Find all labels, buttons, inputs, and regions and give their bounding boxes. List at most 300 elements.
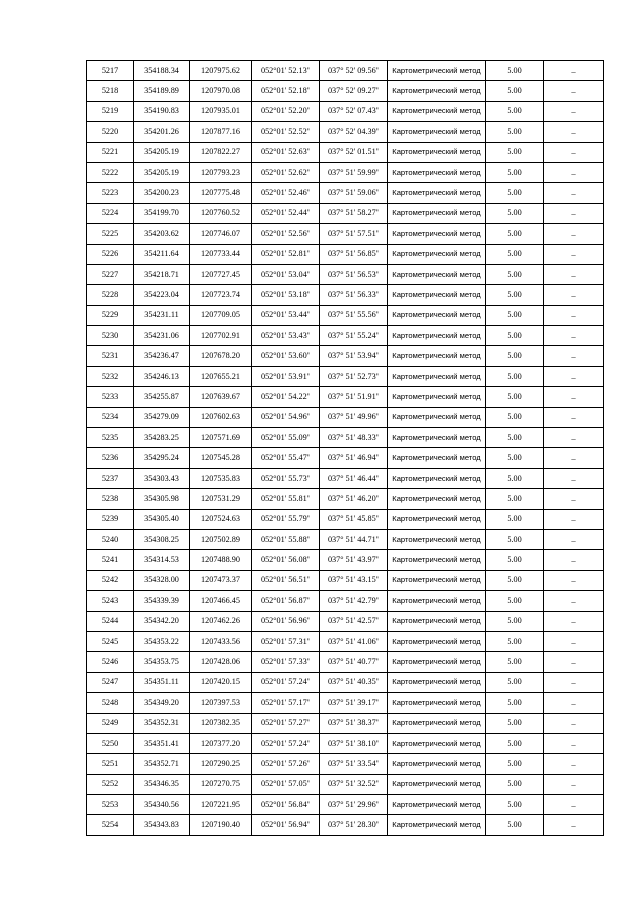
table-row — [87, 101, 604, 121]
cell-note: – — [544, 733, 604, 753]
cell-longitude: 037° 51' 39.17" — [320, 693, 388, 713]
cell-latitude: 052°01' 53.04" — [252, 264, 320, 284]
cell-longitude: 037° 51' 56.85" — [320, 244, 388, 264]
cell-point-number: 5230 — [87, 326, 134, 346]
cell-x-coordinate: 354351.41 — [134, 733, 190, 753]
table-row — [87, 591, 604, 611]
cell-x-coordinate: 354205.19 — [134, 162, 190, 182]
cell-note: – — [544, 611, 604, 631]
cell-latitude: 052°01' 53.60" — [252, 346, 320, 366]
cell-x-coordinate: 354349.20 — [134, 693, 190, 713]
cell-latitude: 052°01' 52.63" — [252, 142, 320, 162]
cell-x-coordinate: 354190.83 — [134, 101, 190, 121]
cell-y-coordinate: 1207793.23 — [190, 162, 252, 182]
table-row — [87, 652, 604, 672]
table-row — [87, 428, 604, 448]
cell-method: Картометрический метод — [388, 815, 486, 835]
cell-point-number: 5228 — [87, 285, 134, 305]
cell-accuracy: 5.00 — [486, 264, 544, 284]
cell-latitude: 052°01' 56.84" — [252, 795, 320, 815]
cell-y-coordinate: 1207822.27 — [190, 142, 252, 162]
cell-method: Картометрический метод — [388, 774, 486, 794]
cell-y-coordinate: 1207290.25 — [190, 754, 252, 774]
cell-longitude: 037° 52' 07.43" — [320, 101, 388, 121]
cell-note: – — [544, 387, 604, 407]
cell-method: Картометрический метод — [388, 366, 486, 386]
cell-x-coordinate: 354200.23 — [134, 183, 190, 203]
cell-y-coordinate: 1207466.45 — [190, 591, 252, 611]
cell-y-coordinate: 1207877.16 — [190, 122, 252, 142]
cell-longitude: 037° 51' 48.33" — [320, 428, 388, 448]
cell-note: – — [544, 591, 604, 611]
cell-x-coordinate: 354279.09 — [134, 407, 190, 427]
cell-accuracy: 5.00 — [486, 815, 544, 835]
cell-x-coordinate: 354255.87 — [134, 387, 190, 407]
cell-latitude: 052°01' 56.08" — [252, 550, 320, 570]
cell-note: – — [544, 448, 604, 468]
cell-point-number: 5254 — [87, 815, 134, 835]
cell-note: – — [544, 631, 604, 651]
cell-method: Картометрический метод — [388, 183, 486, 203]
cell-method: Картометрический метод — [388, 285, 486, 305]
cell-method: Картометрический метод — [388, 795, 486, 815]
table-row — [87, 326, 604, 346]
cell-accuracy: 5.00 — [486, 81, 544, 101]
cell-x-coordinate: 354305.40 — [134, 509, 190, 529]
cell-method: Картометрический метод — [388, 631, 486, 651]
cell-longitude: 037° 51' 49.96" — [320, 407, 388, 427]
cell-point-number: 5248 — [87, 693, 134, 713]
cell-accuracy: 5.00 — [486, 509, 544, 529]
cell-method: Картометрический метод — [388, 326, 486, 346]
cell-note: – — [544, 142, 604, 162]
cell-method: Картометрический метод — [388, 468, 486, 488]
cell-x-coordinate: 354308.25 — [134, 529, 190, 549]
cell-latitude: 052°01' 57.24" — [252, 672, 320, 692]
cell-point-number: 5239 — [87, 509, 134, 529]
cell-longitude: 037° 51' 56.53" — [320, 264, 388, 284]
cell-note: – — [544, 101, 604, 121]
cell-note: – — [544, 693, 604, 713]
cell-latitude: 052°01' 52.62" — [252, 162, 320, 182]
cell-y-coordinate: 1207602.63 — [190, 407, 252, 427]
cell-longitude: 037° 51' 42.79" — [320, 591, 388, 611]
cell-point-number: 5221 — [87, 142, 134, 162]
cell-longitude: 037° 51' 33.54" — [320, 754, 388, 774]
cell-longitude: 037° 51' 28.30" — [320, 815, 388, 835]
cell-y-coordinate: 1207723.74 — [190, 285, 252, 305]
cell-latitude: 052°01' 52.52" — [252, 122, 320, 142]
cell-y-coordinate: 1207709.05 — [190, 305, 252, 325]
cell-accuracy: 5.00 — [486, 61, 544, 81]
cell-latitude: 052°01' 57.26" — [252, 754, 320, 774]
cell-method: Картометрический метод — [388, 672, 486, 692]
table-row — [87, 203, 604, 223]
cell-x-coordinate: 354352.71 — [134, 754, 190, 774]
cell-accuracy: 5.00 — [486, 142, 544, 162]
cell-method: Картометрический метод — [388, 142, 486, 162]
coordinates-table — [86, 60, 604, 836]
table-row — [87, 529, 604, 549]
cell-x-coordinate: 354353.22 — [134, 631, 190, 651]
cell-latitude: 052°01' 55.09" — [252, 428, 320, 448]
cell-accuracy: 5.00 — [486, 326, 544, 346]
cell-y-coordinate: 1207702.91 — [190, 326, 252, 346]
cell-x-coordinate: 354283.25 — [134, 428, 190, 448]
cell-point-number: 5246 — [87, 652, 134, 672]
cell-method: Картометрический метод — [388, 346, 486, 366]
cell-accuracy: 5.00 — [486, 101, 544, 121]
cell-note: – — [544, 550, 604, 570]
cell-latitude: 052°01' 55.79" — [252, 509, 320, 529]
cell-longitude: 037° 52' 09.56" — [320, 61, 388, 81]
cell-note: – — [544, 774, 604, 794]
cell-longitude: 037° 51' 29.96" — [320, 795, 388, 815]
cell-point-number: 5242 — [87, 570, 134, 590]
cell-note: – — [544, 346, 604, 366]
cell-longitude: 037° 51' 46.20" — [320, 489, 388, 509]
cell-method: Картометрический метод — [388, 529, 486, 549]
cell-note: – — [544, 672, 604, 692]
table-row — [87, 693, 604, 713]
cell-latitude: 052°01' 53.44" — [252, 305, 320, 325]
cell-note: – — [544, 509, 604, 529]
cell-x-coordinate: 354188.34 — [134, 61, 190, 81]
cell-latitude: 052°01' 54.22" — [252, 387, 320, 407]
cell-method: Картометрический метод — [388, 244, 486, 264]
cell-method: Картометрический метод — [388, 591, 486, 611]
cell-accuracy: 5.00 — [486, 529, 544, 549]
cell-accuracy: 5.00 — [486, 693, 544, 713]
cell-method: Картометрический метод — [388, 162, 486, 182]
table-row — [87, 815, 604, 835]
cell-accuracy: 5.00 — [486, 550, 544, 570]
cell-point-number: 5237 — [87, 468, 134, 488]
cell-note: – — [544, 162, 604, 182]
table-row — [87, 672, 604, 692]
cell-method: Картометрический метод — [388, 693, 486, 713]
cell-y-coordinate: 1207531.29 — [190, 489, 252, 509]
table-row — [87, 162, 604, 182]
table-row — [87, 407, 604, 427]
cell-note: – — [544, 407, 604, 427]
cell-y-coordinate: 1207420.15 — [190, 672, 252, 692]
cell-point-number: 5249 — [87, 713, 134, 733]
cell-latitude: 052°01' 53.43" — [252, 326, 320, 346]
cell-y-coordinate: 1207760.52 — [190, 203, 252, 223]
cell-method: Картометрический метод — [388, 570, 486, 590]
cell-accuracy: 5.00 — [486, 733, 544, 753]
cell-latitude: 052°01' 52.13" — [252, 61, 320, 81]
cell-latitude: 052°01' 56.94" — [252, 815, 320, 835]
cell-longitude: 037° 51' 42.57" — [320, 611, 388, 631]
cell-latitude: 052°01' 52.44" — [252, 203, 320, 223]
cell-x-coordinate: 354205.19 — [134, 142, 190, 162]
cell-latitude: 052°01' 53.18" — [252, 285, 320, 305]
cell-note: – — [544, 305, 604, 325]
cell-x-coordinate: 354342.20 — [134, 611, 190, 631]
table-row — [87, 122, 604, 142]
cell-x-coordinate: 354203.62 — [134, 224, 190, 244]
cell-note: – — [544, 183, 604, 203]
cell-method: Картометрический метод — [388, 713, 486, 733]
cell-longitude: 037° 51' 52.73" — [320, 366, 388, 386]
cell-longitude: 037° 51' 32.52" — [320, 774, 388, 794]
cell-longitude: 037° 52' 04.39" — [320, 122, 388, 142]
table-row — [87, 733, 604, 753]
table-row — [87, 448, 604, 468]
cell-y-coordinate: 1207975.62 — [190, 61, 252, 81]
cell-x-coordinate: 354346.35 — [134, 774, 190, 794]
cell-latitude: 052°01' 55.73" — [252, 468, 320, 488]
cell-longitude: 037° 51' 51.91" — [320, 387, 388, 407]
cell-accuracy: 5.00 — [486, 652, 544, 672]
cell-longitude: 037° 52' 01.51" — [320, 142, 388, 162]
table-row — [87, 244, 604, 264]
cell-point-number: 5241 — [87, 550, 134, 570]
cell-y-coordinate: 1207535.83 — [190, 468, 252, 488]
cell-latitude: 052°01' 55.88" — [252, 529, 320, 549]
table-row — [87, 366, 604, 386]
cell-point-number: 5252 — [87, 774, 134, 794]
cell-accuracy: 5.00 — [486, 489, 544, 509]
cell-longitude: 037° 51' 59.99" — [320, 162, 388, 182]
cell-note: – — [544, 815, 604, 835]
cell-accuracy: 5.00 — [486, 754, 544, 774]
cell-y-coordinate: 1207397.53 — [190, 693, 252, 713]
cell-accuracy: 5.00 — [486, 672, 544, 692]
cell-accuracy: 5.00 — [486, 631, 544, 651]
cell-point-number: 5219 — [87, 101, 134, 121]
cell-latitude: 052°01' 56.51" — [252, 570, 320, 590]
cell-y-coordinate: 1207733.44 — [190, 244, 252, 264]
cell-note: – — [544, 122, 604, 142]
cell-x-coordinate: 354305.98 — [134, 489, 190, 509]
cell-longitude: 037° 51' 55.56" — [320, 305, 388, 325]
cell-point-number: 5233 — [87, 387, 134, 407]
cell-accuracy: 5.00 — [486, 468, 544, 488]
cell-y-coordinate: 1207428.06 — [190, 652, 252, 672]
cell-x-coordinate: 354340.56 — [134, 795, 190, 815]
cell-x-coordinate: 354236.47 — [134, 346, 190, 366]
cell-accuracy: 5.00 — [486, 570, 544, 590]
cell-y-coordinate: 1207462.26 — [190, 611, 252, 631]
cell-y-coordinate: 1207382.35 — [190, 713, 252, 733]
cell-point-number: 5226 — [87, 244, 134, 264]
cell-accuracy: 5.00 — [486, 774, 544, 794]
cell-accuracy: 5.00 — [486, 244, 544, 264]
cell-point-number: 5235 — [87, 428, 134, 448]
cell-latitude: 052°01' 54.96" — [252, 407, 320, 427]
cell-accuracy: 5.00 — [486, 183, 544, 203]
cell-accuracy: 5.00 — [486, 203, 544, 223]
cell-point-number: 5220 — [87, 122, 134, 142]
cell-x-coordinate: 354211.64 — [134, 244, 190, 264]
cell-note: – — [544, 264, 604, 284]
cell-latitude: 052°01' 57.27" — [252, 713, 320, 733]
cell-y-coordinate: 1207775.48 — [190, 183, 252, 203]
cell-x-coordinate: 354339.39 — [134, 591, 190, 611]
table-row — [87, 509, 604, 529]
table-row — [87, 285, 604, 305]
table-row — [87, 387, 604, 407]
cell-x-coordinate: 354246.13 — [134, 366, 190, 386]
cell-longitude: 037° 51' 53.94" — [320, 346, 388, 366]
cell-point-number: 5251 — [87, 754, 134, 774]
cell-method: Картометрический метод — [388, 428, 486, 448]
cell-note: – — [544, 795, 604, 815]
cell-y-coordinate: 1207571.69 — [190, 428, 252, 448]
cell-latitude: 052°01' 52.46" — [252, 183, 320, 203]
cell-x-coordinate: 354314.53 — [134, 550, 190, 570]
cell-longitude: 037° 51' 43.15" — [320, 570, 388, 590]
cell-longitude: 037° 51' 43.97" — [320, 550, 388, 570]
cell-latitude: 052°01' 57.31" — [252, 631, 320, 651]
cell-method: Картометрический метод — [388, 652, 486, 672]
table-row — [87, 570, 604, 590]
cell-method: Картометрический метод — [388, 550, 486, 570]
cell-y-coordinate: 1207433.56 — [190, 631, 252, 651]
cell-latitude: 052°01' 57.17" — [252, 693, 320, 713]
cell-note: – — [544, 244, 604, 264]
cell-accuracy: 5.00 — [486, 611, 544, 631]
cell-point-number: 5234 — [87, 407, 134, 427]
cell-note: – — [544, 203, 604, 223]
table-row — [87, 142, 604, 162]
cell-y-coordinate: 1207746.07 — [190, 224, 252, 244]
cell-y-coordinate: 1207935.01 — [190, 101, 252, 121]
cell-longitude: 037° 51' 44.71" — [320, 529, 388, 549]
cell-point-number: 5240 — [87, 529, 134, 549]
cell-latitude: 052°01' 52.56" — [252, 224, 320, 244]
cell-x-coordinate: 354189.89 — [134, 81, 190, 101]
cell-y-coordinate: 1207545.28 — [190, 448, 252, 468]
cell-x-coordinate: 354231.06 — [134, 326, 190, 346]
cell-x-coordinate: 354352.31 — [134, 713, 190, 733]
cell-method: Картометрический метод — [388, 101, 486, 121]
cell-longitude: 037° 52' 09.27" — [320, 81, 388, 101]
cell-note: – — [544, 713, 604, 733]
cell-point-number: 5231 — [87, 346, 134, 366]
table-row — [87, 489, 604, 509]
table-row — [87, 631, 604, 651]
cell-method: Картометрический метод — [388, 61, 486, 81]
cell-y-coordinate: 1207488.90 — [190, 550, 252, 570]
cell-y-coordinate: 1207524.63 — [190, 509, 252, 529]
cell-accuracy: 5.00 — [486, 448, 544, 468]
cell-y-coordinate: 1207727.45 — [190, 264, 252, 284]
cell-accuracy: 5.00 — [486, 162, 544, 182]
cell-latitude: 052°01' 57.24" — [252, 733, 320, 753]
cell-x-coordinate: 354201.26 — [134, 122, 190, 142]
cell-point-number: 5227 — [87, 264, 134, 284]
cell-latitude: 052°01' 56.96" — [252, 611, 320, 631]
cell-note: – — [544, 366, 604, 386]
cell-method: Картометрический метод — [388, 611, 486, 631]
cell-longitude: 037° 51' 40.77" — [320, 652, 388, 672]
cell-point-number: 5232 — [87, 366, 134, 386]
cell-note: – — [544, 754, 604, 774]
cell-accuracy: 5.00 — [486, 428, 544, 448]
cell-point-number: 5217 — [87, 61, 134, 81]
cell-method: Картометрический метод — [388, 224, 486, 244]
cell-method: Картометрический метод — [388, 448, 486, 468]
cell-longitude: 037° 51' 45.85" — [320, 509, 388, 529]
table-row — [87, 468, 604, 488]
cell-point-number: 5218 — [87, 81, 134, 101]
cell-latitude: 052°01' 55.47" — [252, 448, 320, 468]
cell-x-coordinate: 354223.04 — [134, 285, 190, 305]
cell-method: Картометрический метод — [388, 509, 486, 529]
cell-longitude: 037° 51' 46.94" — [320, 448, 388, 468]
cell-x-coordinate: 354351.11 — [134, 672, 190, 692]
cell-y-coordinate: 1207502.89 — [190, 529, 252, 549]
cell-method: Картометрический метод — [388, 264, 486, 284]
cell-note: – — [544, 570, 604, 590]
cell-point-number: 5247 — [87, 672, 134, 692]
cell-method: Картометрический метод — [388, 733, 486, 753]
cell-latitude: 052°01' 57.33" — [252, 652, 320, 672]
cell-y-coordinate: 1207678.20 — [190, 346, 252, 366]
cell-note: – — [544, 529, 604, 549]
cell-accuracy: 5.00 — [486, 387, 544, 407]
cell-y-coordinate: 1207639.67 — [190, 387, 252, 407]
cell-point-number: 5236 — [87, 448, 134, 468]
table-row — [87, 754, 604, 774]
table-row — [87, 224, 604, 244]
cell-note: – — [544, 468, 604, 488]
cell-y-coordinate: 1207970.08 — [190, 81, 252, 101]
cell-latitude: 052°01' 52.20" — [252, 101, 320, 121]
cell-point-number: 5225 — [87, 224, 134, 244]
table-row — [87, 774, 604, 794]
cell-accuracy: 5.00 — [486, 122, 544, 142]
cell-note: – — [544, 489, 604, 509]
cell-point-number: 5222 — [87, 162, 134, 182]
cell-y-coordinate: 1207655.21 — [190, 366, 252, 386]
cell-longitude: 037° 51' 57.51" — [320, 224, 388, 244]
table-row — [87, 713, 604, 733]
cell-y-coordinate: 1207377.20 — [190, 733, 252, 753]
cell-method: Картометрический метод — [388, 754, 486, 774]
cell-method: Картометрический метод — [388, 407, 486, 427]
cell-longitude: 037° 51' 59.06" — [320, 183, 388, 203]
cell-latitude: 052°01' 57.05" — [252, 774, 320, 794]
cell-x-coordinate: 354353.75 — [134, 652, 190, 672]
cell-note: – — [544, 652, 604, 672]
cell-note: – — [544, 285, 604, 305]
cell-accuracy: 5.00 — [486, 407, 544, 427]
cell-note: – — [544, 81, 604, 101]
cell-latitude: 052°01' 52.18" — [252, 81, 320, 101]
cell-method: Картометрический метод — [388, 489, 486, 509]
table-row — [87, 346, 604, 366]
table-row — [87, 81, 604, 101]
cell-longitude: 037° 51' 58.27" — [320, 203, 388, 223]
cell-method: Картометрический метод — [388, 203, 486, 223]
cell-note: – — [544, 326, 604, 346]
cell-latitude: 052°01' 55.81" — [252, 489, 320, 509]
cell-accuracy: 5.00 — [486, 713, 544, 733]
cell-point-number: 5238 — [87, 489, 134, 509]
cell-note: – — [544, 61, 604, 81]
cell-point-number: 5224 — [87, 203, 134, 223]
cell-x-coordinate: 354343.83 — [134, 815, 190, 835]
cell-method: Картометрический метод — [388, 122, 486, 142]
table-row — [87, 264, 604, 284]
cell-longitude: 037° 51' 40.35" — [320, 672, 388, 692]
cell-x-coordinate: 354218.71 — [134, 264, 190, 284]
